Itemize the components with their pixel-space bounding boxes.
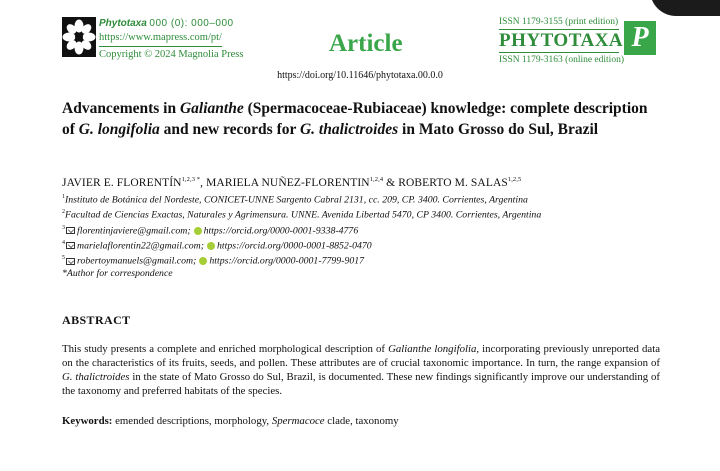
orcid-link[interactable]: https://orcid.org/0000-0001-7799-9017 (209, 255, 365, 267)
journal-info (99, 17, 243, 62)
issn-print: ISSN 1179-3155 (print edition) (499, 17, 619, 27)
affiliation-line: $^1$Instituto de Botánica del Nordeste, CONICET-UNNE Sargento Cabral 2131, cc. 209, CP. 3400. Corrientes, Argentina (62, 194, 528, 206)
journal-badge-icon: P (624, 21, 656, 55)
article-type-label: Article (329, 30, 403, 57)
phytotaxa-logo-icon (62, 17, 96, 57)
contact-line: $^5$ robertoymanuels@gmail.com; https://orcid.org/0000-0001-7799-9017 (62, 255, 365, 267)
contact-line: $^4$ marielaflorentin22@gmail.com; https://orcid.org/0000-0001-8852-0470 (62, 239, 372, 252)
author-list: JAVIER E. $FLORENTÍN^{1,2,3 *}$, MARIELA NUÑEZ-FLORENTIN$^{1,2,4}$ & ROBERTO M. SALAS$^{1,2,5}$ (62, 176, 522, 189)
contact-line: $^3$ florentinjaviere@gmail.com; https://orcid.org/0000-0001-9338-4776 (62, 224, 359, 236)
copyright-text: Copyright © 2024 Magnolia Press (99, 49, 244, 60)
issn-online: ISSN 1179-3163 (online edition) (499, 55, 624, 65)
orcid-icon (207, 242, 215, 250)
orcid-icon (199, 257, 207, 265)
email-link[interactable]: florentinjaviere@gmail.com; (77, 224, 191, 236)
abstract-text: This study presents a complete and enriched morphological description of Galianthe longifolia, incorporating previously unreported data on the characteristics of its fruits, seeds, and pollen. These attributes are of crucial taxonomic importance. In turn, the range expansion of G. thalictroides in the state of Mato Grosso do Sul, Brazil, is documented. These new findings significantly improve our understanding of the taxonomy and preferred habitats of the species. (62, 343, 661, 397)
email-link[interactable]: robertoymanuels@gmail.com; (77, 255, 197, 267)
abstract-heading: ABSTRACT (62, 313, 131, 327)
issn-block (499, 16, 624, 66)
keywords: Keywords: emended descriptions, morphology, Spermacoce clade, taxonomy (62, 415, 399, 427)
affiliation-line: $^2$Facultad de Ciencias Exactas, Naturales y Agrimensura. UNNE. Avenida Libertad 5470, CP 3400. Corrientes, Argentina (62, 209, 542, 221)
email-icon (66, 227, 75, 234)
orcid-link[interactable]: https://orcid.org/0000-0001-8852-0470 (217, 240, 372, 252)
paper-title: Advancements in Galianthe (Spermacoceae-Rubiaceae) knowledge: complete description of G. longifolia and new records for G. thalictroides in Mato Grosso do Sul, Brazil (62, 100, 648, 138)
correspondence-note: *Author for correspondence (62, 268, 173, 280)
email-icon (66, 242, 75, 249)
journal-name: Phytotaxa (99, 18, 147, 29)
author-name: JAVIER E. FLORENTÍN (62, 176, 182, 189)
journal-wordmark: PHYTOTAXA (499, 30, 624, 51)
email-icon (66, 258, 75, 265)
journal-url-link[interactable]: https://www.mapress.com/pt/ (99, 31, 222, 47)
doi-link[interactable]: https://doi.org/10.11646/phytotaxa.00.0.0 (277, 70, 443, 81)
keywords-label: Keywords: (62, 415, 113, 427)
orcid-icon (194, 227, 202, 235)
orcid-link[interactable]: https://orcid.org/0000-0001-9338-4776 (203, 224, 359, 236)
email-link[interactable]: marielaflorentin22@gmail.com; (77, 240, 205, 252)
corner-tab (650, 0, 720, 16)
author-name: MARIELA NUÑEZ-FLORENTIN (206, 176, 370, 189)
author-name: ROBERTO M. SALAS (398, 176, 508, 189)
volume-pages: 000 (0): 000–000 (149, 18, 234, 29)
affiliations (62, 191, 541, 280)
